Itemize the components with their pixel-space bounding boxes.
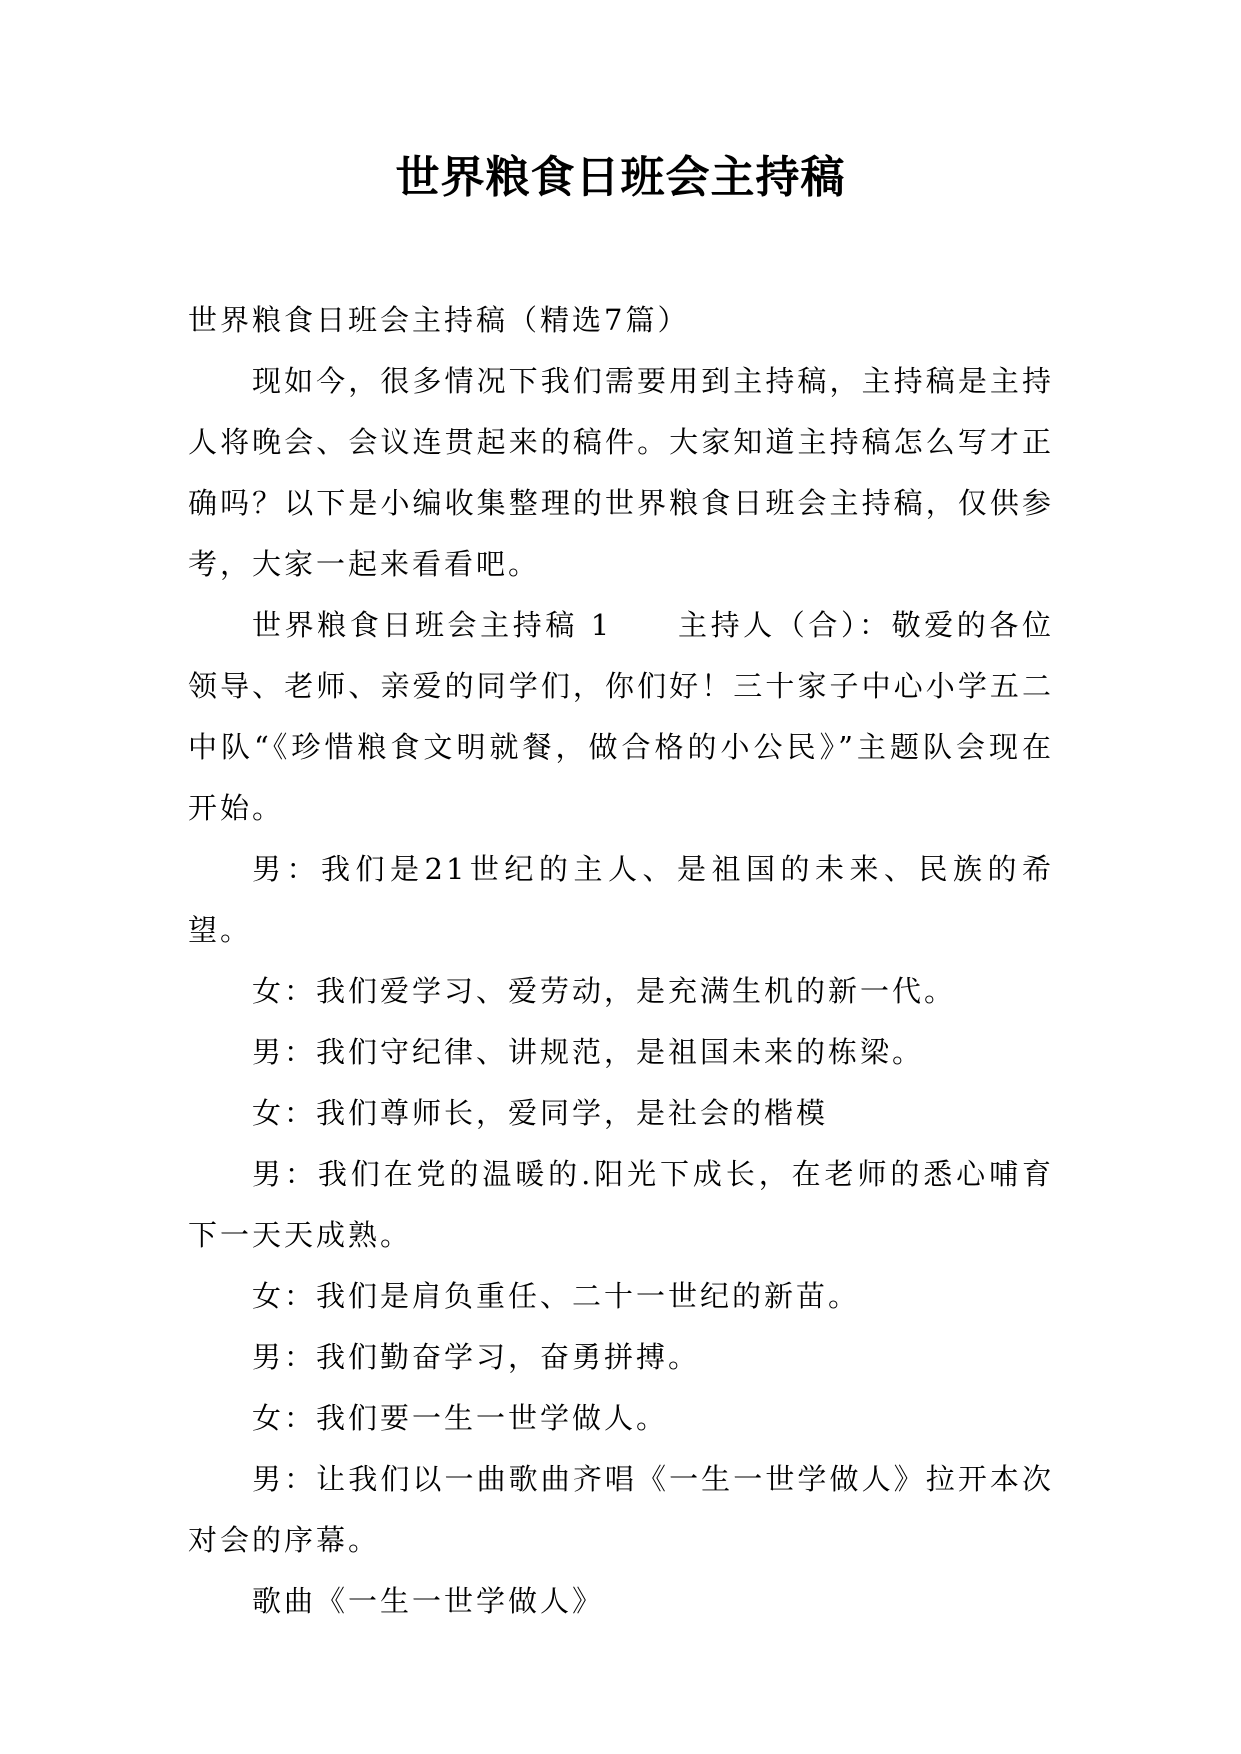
opening-paragraph: 世界粮食日班会主持稿 1 主持人（合）：敬爱的各位领导、老师、亲爱的同学们，你们好！三十家子中心小学五二中队“《珍惜粮食文明就餐，做合格的小公民》”主题队会现在开始。	[188, 608, 1054, 825]
document-body	[188, 290, 1054, 1632]
dialogue-line: 女：我们要一生一世学做人。	[252, 1401, 669, 1435]
dialogue-line: 男：让我们以一曲歌曲齐唱《一生一世学做人》拉开本次对会的序幕。	[188, 1462, 1054, 1557]
dialogue-line: 男：我们勤奋学习，奋勇拼搏。	[252, 1340, 701, 1374]
dialogue-line: 男：我们是21世纪的主人、是祖国的未来、民族的希望。	[188, 852, 1054, 947]
dialogue-line: 女：我们爱学习、爱劳动，是充满生机的新一代。	[252, 974, 957, 1008]
intro-paragraph: 现如今，很多情况下我们需要用到主持稿，主持稿是主持人将晚会、会议连贯起来的稿件。大家知道主持稿怎么写才正确吗？以下是小编收集整理的世界粮食日班会主持稿，仅供参考，大家一起来看看吧。	[188, 364, 1054, 581]
dialogue-line: 女：我们尊师长，爱同学，是社会的楷模	[252, 1096, 829, 1130]
dialogue-line: 男：我们在党的温暖的.阳光下成长，在老师的悉心哺育下一天天成熟。	[188, 1157, 1054, 1252]
dialogue-line: 女：我们是肩负重任、二十一世纪的新苗。	[252, 1279, 861, 1313]
song-line: 歌曲《一生一世学做人》	[252, 1584, 605, 1618]
dialogue-line: 男：我们守纪律、讲规范，是祖国未来的栋梁。	[252, 1035, 925, 1069]
subtitle-paragraph: 世界粮食日班会主持稿（精选7篇）	[188, 303, 690, 337]
document-title: 世界粮食日班会主持稿	[395, 152, 846, 203]
